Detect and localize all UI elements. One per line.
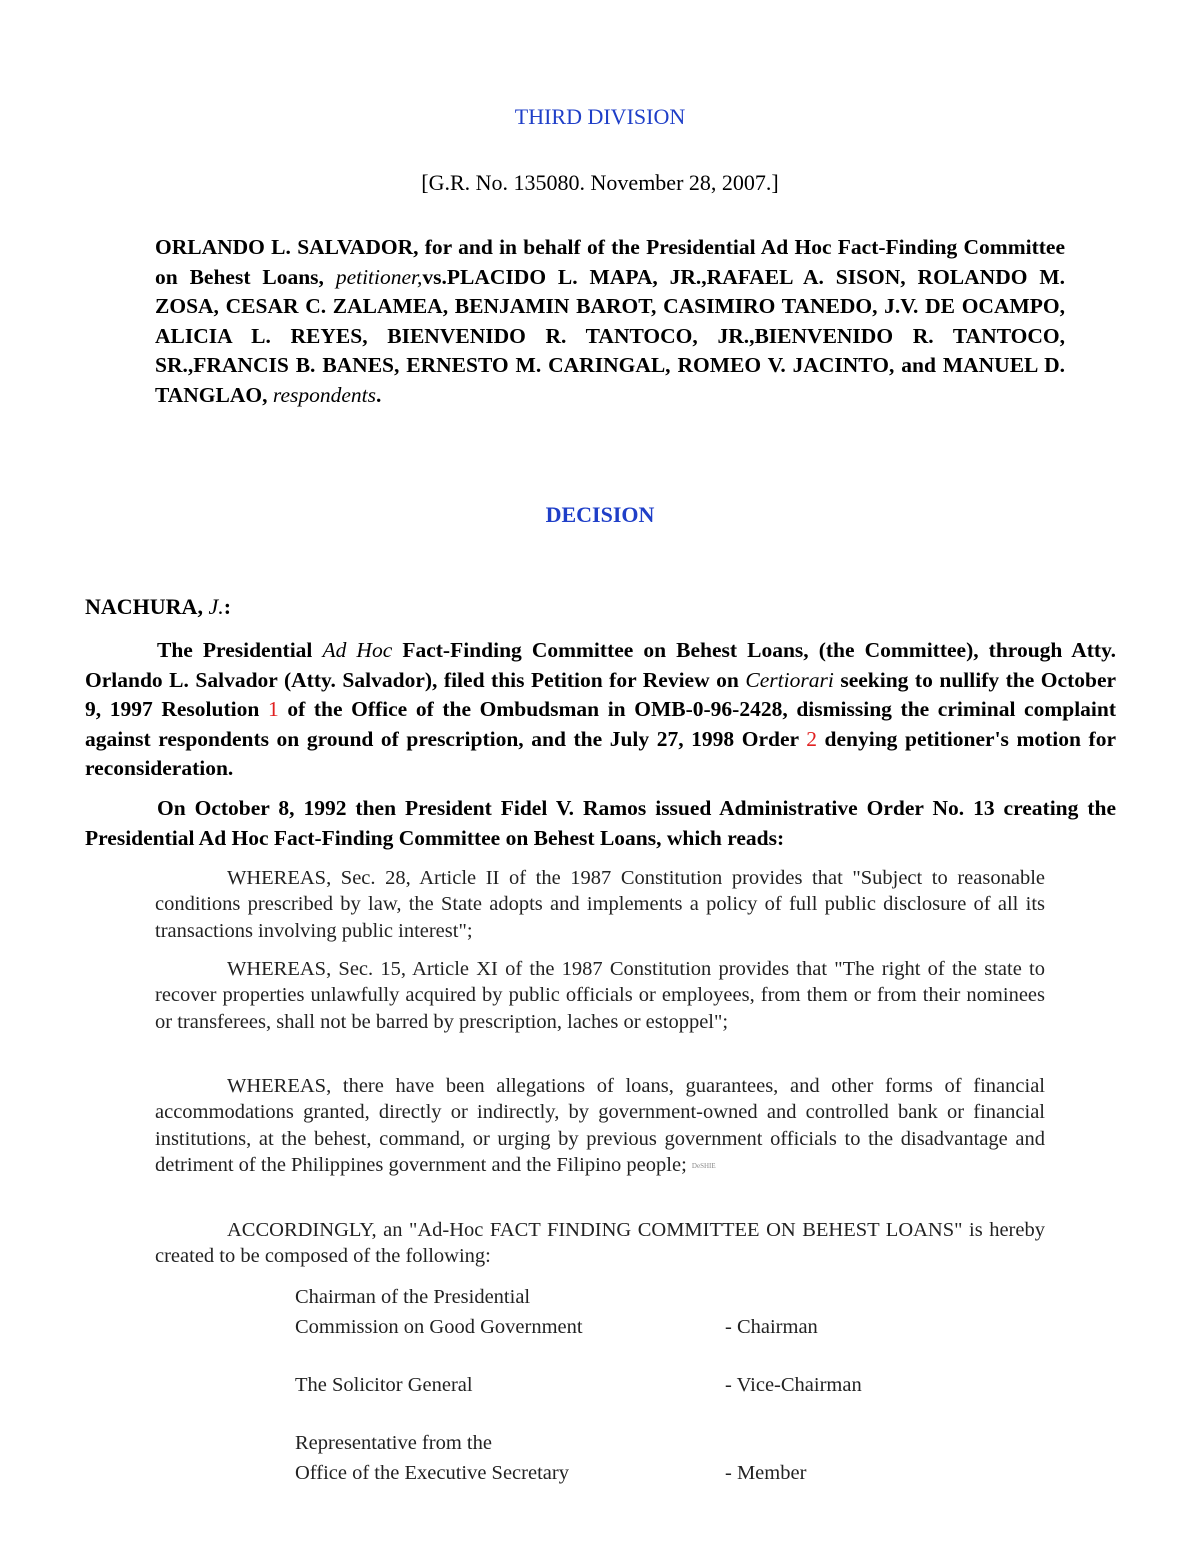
member-office-line1: Chairman of the Presidential bbox=[295, 1286, 531, 1308]
p1-text-f: of the Office of the Ombudsman in OMB-0-96-2428, dismissing the criminal complaint against respondents on ground of prescription, and the July 27, 1998 Order bbox=[85, 697, 1117, 751]
case-number: [G.R. No. 135080. November 28, 2007.] bbox=[421, 170, 779, 195]
petitioner-label: petitioner, bbox=[335, 264, 423, 289]
footnote-link-1[interactable]: 1 bbox=[267, 697, 279, 722]
p1-text-e: seeking to nullify the October 9, 1997 Resolution bbox=[85, 667, 1117, 722]
footnote-link-2[interactable]: 2 bbox=[806, 726, 817, 751]
ponente-title: J. bbox=[208, 594, 224, 619]
member-row bbox=[295, 1282, 915, 1342]
member-office-line2: Office of the Executive Secretary bbox=[295, 1462, 569, 1484]
petitioner-text: ORLANDO L. SALVADOR, for and in behalf of the Presidential Ad Hoc Fact-Finding Committee on Behest Loans, bbox=[155, 235, 1065, 289]
p1-text-c: Fact-Finding Committee on Behest Loans, (the Committee), through Atty. Orlando L. Salvador (Atty. Salvador), filed this Petition for Review on bbox=[85, 638, 1117, 692]
p1-text-g: denying petitioner's motion for reconsideration. bbox=[85, 726, 1116, 781]
member-row bbox=[295, 1428, 915, 1488]
division-heading: THIRD DIVISION bbox=[514, 104, 686, 129]
ponente-colon: : bbox=[223, 594, 232, 619]
member-office bbox=[295, 1428, 715, 1488]
respondents-text: PLACIDO L. MAPA, JR.,RAFAEL A. SISON, ROLANDO M. ZOSA, CESAR C. ZALAMEA, BENJAMIN BAROT, CASIMIRO TANEDO, J.V. DE OCAMPO, ALICIA L. REYES, BIENVENIDO R. TANTOCO, JR.,BIENVENIDO R. TANTOCO, SR.,FRANCIS B. BANES, ERNESTO M. CARINGAL, ROMEO V. JACINTO, and MANUEL D. TANGLAO, bbox=[155, 264, 1065, 407]
versus-text: vs. bbox=[422, 264, 447, 289]
p1-ad-hoc: Ad Hoc bbox=[322, 638, 393, 662]
member-office-line1: Representative from the bbox=[295, 1432, 492, 1454]
whereas-clause-2: WHEREAS, Sec. 15, Article XI of the 1987 Constitution provides that "The right of the state to recover properties unlawfully acquired by public officials or employees, from them or from their nominees or transferees, shall not be barred by prescription, laches or estoppel"; bbox=[155, 958, 1045, 1033]
ponente-name: NACHURA, bbox=[85, 594, 203, 619]
whereas-clause-3-text: WHEREAS, there have been allegations of loans, guarantees, and other forms of financial accommodations granted, directly or indirectly, by government-owned and controlled bank or financial institutions, at the behest, command, or urging by previous government officials to the disadvantage and detriment of the Philippines government and the Filipino people; bbox=[155, 1075, 1045, 1177]
member-office bbox=[295, 1282, 715, 1342]
p1-text-a: The Presidential bbox=[157, 638, 313, 662]
member-role: - Chairman bbox=[725, 1316, 818, 1338]
committee-members-list bbox=[295, 1282, 915, 1516]
case-caption bbox=[155, 233, 1065, 411]
caption-end: . bbox=[376, 382, 382, 407]
member-office-line2: The Solicitor General bbox=[295, 1374, 473, 1396]
paragraph-1 bbox=[85, 636, 1116, 784]
respondents-label: respondents bbox=[272, 382, 376, 407]
paragraph-2: On October 8, 1992 then President Fidel V. Ramos issued Administrative Order No. 13 creating the Presidential Ad Hoc Fact-Finding Committee on Behest Loans, which reads: bbox=[85, 796, 1116, 850]
member-office-line2: Commission on Good Government bbox=[295, 1316, 583, 1338]
ponente bbox=[85, 594, 231, 620]
whereas-clause-3 bbox=[155, 1073, 1045, 1180]
member-role: - Vice-Chairman bbox=[725, 1374, 862, 1396]
member-role: - Member bbox=[725, 1462, 807, 1484]
p1-certiorari: Certiorari bbox=[745, 667, 834, 692]
watermark-mark: DeSHIE bbox=[691, 1162, 716, 1171]
accordingly-clause: ACCORDINGLY, an "Ad-Hoc FACT FINDING COMMITTEE ON BEHEST LOANS" is hereby created to be composed of the following: bbox=[155, 1219, 1045, 1268]
whereas-clause-1: WHEREAS, Sec. 28, Article II of the 1987 Constitution provides that "Subject to reasonable conditions prescribed by law, the State adopts and implements a policy of full public disclosure of all its transactions involving public interest"; bbox=[155, 867, 1045, 942]
decision-heading: DECISION bbox=[545, 502, 655, 527]
member-row bbox=[295, 1370, 915, 1400]
member-office bbox=[295, 1370, 715, 1400]
